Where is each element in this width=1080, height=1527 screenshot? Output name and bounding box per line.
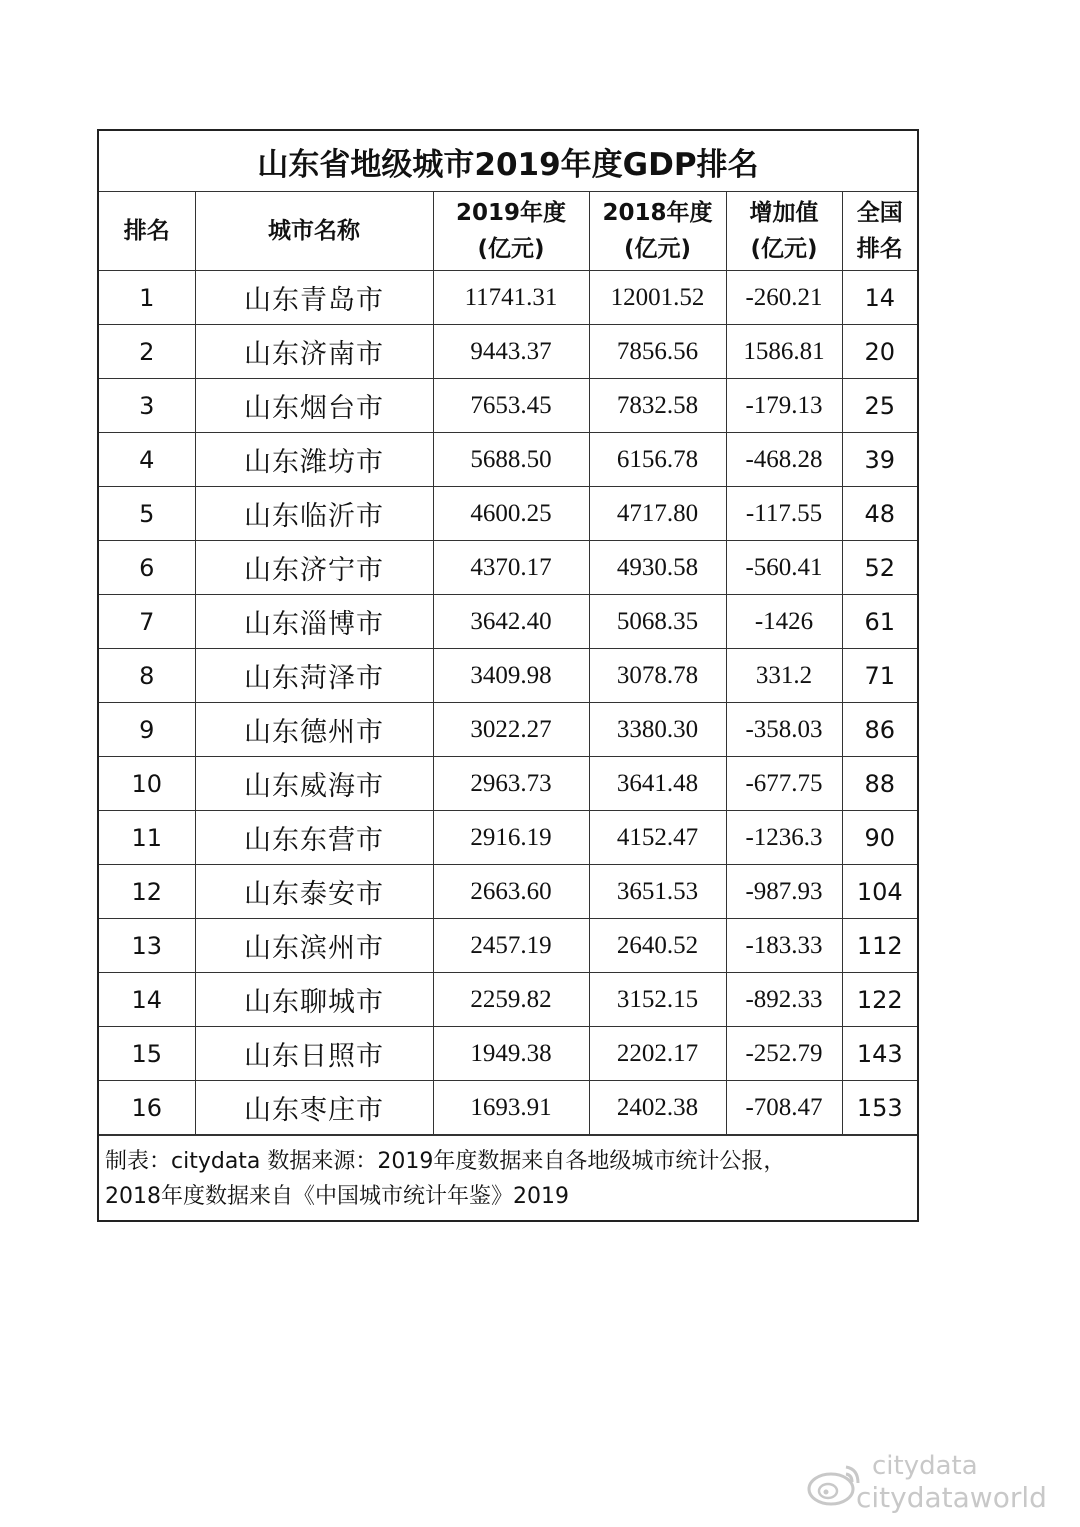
cell-increase: -560.41 bbox=[726, 541, 842, 595]
header-gdp-2018-line2: (亿元) bbox=[623, 236, 692, 262]
cell-gdp-2019: 4370.17 bbox=[433, 541, 589, 595]
cell-city: 山东淄博市 bbox=[195, 595, 433, 649]
cell-national-rank: 39 bbox=[842, 433, 917, 487]
cell-gdp-2018: 3380.30 bbox=[589, 703, 726, 757]
cell-national-rank: 104 bbox=[842, 865, 917, 919]
table-row bbox=[99, 1081, 917, 1135]
table-footnote bbox=[99, 1135, 917, 1220]
cell-gdp-2018: 12001.52 bbox=[589, 271, 726, 325]
header-rank: 排名 bbox=[99, 192, 195, 271]
watermark bbox=[806, 1449, 1066, 1519]
table-row bbox=[99, 433, 917, 487]
cell-increase: -252.79 bbox=[726, 1027, 842, 1081]
table-row bbox=[99, 757, 917, 811]
cell-national-rank: 88 bbox=[842, 757, 917, 811]
cell-rank: 16 bbox=[99, 1081, 195, 1135]
cell-rank: 4 bbox=[99, 433, 195, 487]
cell-rank: 6 bbox=[99, 541, 195, 595]
cell-city: 山东德州市 bbox=[195, 703, 433, 757]
cell-national-rank: 14 bbox=[842, 271, 917, 325]
cell-gdp-2019: 1949.38 bbox=[433, 1027, 589, 1081]
table-row bbox=[99, 379, 917, 433]
cell-national-rank: 52 bbox=[842, 541, 917, 595]
cell-city: 山东聊城市 bbox=[195, 973, 433, 1027]
cell-increase: -1426 bbox=[726, 595, 842, 649]
table-row bbox=[99, 1027, 917, 1081]
cell-national-rank: 86 bbox=[842, 703, 917, 757]
table-title: 山东省地级城市2019年度GDP排名 bbox=[99, 131, 917, 192]
cell-gdp-2019: 5688.50 bbox=[433, 433, 589, 487]
cell-gdp-2018: 3152.15 bbox=[589, 973, 726, 1027]
footnote-line1: 制表：citydata 数据来源：2019年度数据来自各地级城市统计公报， bbox=[105, 1149, 786, 1174]
table-header-row bbox=[99, 192, 917, 271]
cell-national-rank: 71 bbox=[842, 649, 917, 703]
cell-rank: 7 bbox=[99, 595, 195, 649]
cell-gdp-2019: 3642.40 bbox=[433, 595, 589, 649]
cell-increase: -179.13 bbox=[726, 379, 842, 433]
table-row bbox=[99, 649, 917, 703]
cell-national-rank: 48 bbox=[842, 487, 917, 541]
gdp-table-sheet bbox=[97, 129, 919, 1222]
cell-national-rank: 143 bbox=[842, 1027, 917, 1081]
cell-increase: -260.21 bbox=[726, 271, 842, 325]
cell-city: 山东日照市 bbox=[195, 1027, 433, 1081]
table-row bbox=[99, 541, 917, 595]
watermark-handle: citydataworld bbox=[856, 1481, 1047, 1514]
header-gdp-2018 bbox=[589, 192, 726, 271]
cell-increase: -677.75 bbox=[726, 757, 842, 811]
cell-rank: 11 bbox=[99, 811, 195, 865]
cell-rank: 10 bbox=[99, 757, 195, 811]
cell-gdp-2018: 3651.53 bbox=[589, 865, 726, 919]
cell-gdp-2018: 4152.47 bbox=[589, 811, 726, 865]
cell-gdp-2018: 2202.17 bbox=[589, 1027, 726, 1081]
cell-city: 山东济宁市 bbox=[195, 541, 433, 595]
cell-increase: 1586.81 bbox=[726, 325, 842, 379]
table-row bbox=[99, 811, 917, 865]
cell-city: 山东青岛市 bbox=[195, 271, 433, 325]
cell-national-rank: 112 bbox=[842, 919, 917, 973]
table-body bbox=[99, 271, 917, 1135]
cell-gdp-2019: 2963.73 bbox=[433, 757, 589, 811]
cell-increase: -358.03 bbox=[726, 703, 842, 757]
cell-increase: -892.33 bbox=[726, 973, 842, 1027]
cell-rank: 2 bbox=[99, 325, 195, 379]
table-row bbox=[99, 865, 917, 919]
cell-increase: -183.33 bbox=[726, 919, 842, 973]
cell-city: 山东烟台市 bbox=[195, 379, 433, 433]
header-gdp-2019-line2: (亿元) bbox=[477, 236, 545, 262]
cell-rank: 15 bbox=[99, 1027, 195, 1081]
watermark-account: citydata bbox=[872, 1451, 978, 1481]
cell-gdp-2018: 7832.58 bbox=[589, 379, 726, 433]
cell-gdp-2018: 3641.48 bbox=[589, 757, 726, 811]
table-row bbox=[99, 595, 917, 649]
cell-increase: -1236.3 bbox=[726, 811, 842, 865]
cell-rank: 8 bbox=[99, 649, 195, 703]
cell-increase: -117.55 bbox=[726, 487, 842, 541]
cell-national-rank: 122 bbox=[842, 973, 917, 1027]
table-row bbox=[99, 973, 917, 1027]
footnote-line2: 2018年度数据来自《中国城市统计年鉴》2019 bbox=[105, 1184, 569, 1209]
cell-rank: 1 bbox=[99, 271, 195, 325]
cell-rank: 5 bbox=[99, 487, 195, 541]
cell-gdp-2019: 3022.27 bbox=[433, 703, 589, 757]
cell-city: 山东枣庄市 bbox=[195, 1081, 433, 1135]
cell-gdp-2018: 4930.58 bbox=[589, 541, 726, 595]
cell-gdp-2019: 3409.98 bbox=[433, 649, 589, 703]
header-gdp-2019 bbox=[433, 192, 589, 271]
table-title-row bbox=[99, 131, 917, 192]
cell-gdp-2019: 11741.31 bbox=[433, 271, 589, 325]
cell-gdp-2018: 6156.78 bbox=[589, 433, 726, 487]
cell-rank: 14 bbox=[99, 973, 195, 1027]
table-row bbox=[99, 919, 917, 973]
cell-national-rank: 90 bbox=[842, 811, 917, 865]
header-national-line1: 全国 bbox=[856, 200, 903, 226]
table-row bbox=[99, 325, 917, 379]
cell-gdp-2019: 4600.25 bbox=[433, 487, 589, 541]
cell-gdp-2018: 2640.52 bbox=[589, 919, 726, 973]
cell-gdp-2019: 9443.37 bbox=[433, 325, 589, 379]
cell-gdp-2018: 5068.35 bbox=[589, 595, 726, 649]
cell-gdp-2019: 2663.60 bbox=[433, 865, 589, 919]
header-increase-line2: (亿元) bbox=[750, 236, 818, 262]
cell-gdp-2018: 3078.78 bbox=[589, 649, 726, 703]
cell-gdp-2018: 4717.80 bbox=[589, 487, 726, 541]
cell-city: 山东济南市 bbox=[195, 325, 433, 379]
cell-city: 山东临沂市 bbox=[195, 487, 433, 541]
header-national-rank bbox=[842, 192, 917, 271]
header-gdp-2019-line1: 2019年度 bbox=[455, 200, 566, 226]
cell-city: 山东菏泽市 bbox=[195, 649, 433, 703]
cell-national-rank: 61 bbox=[842, 595, 917, 649]
cell-increase: -987.93 bbox=[726, 865, 842, 919]
cell-increase: 331.2 bbox=[726, 649, 842, 703]
cell-gdp-2019: 7653.45 bbox=[433, 379, 589, 433]
cell-city: 山东威海市 bbox=[195, 757, 433, 811]
cell-city: 山东滨州市 bbox=[195, 919, 433, 973]
cell-gdp-2019: 2259.82 bbox=[433, 973, 589, 1027]
gdp-ranking-table bbox=[99, 131, 917, 1135]
header-national-line2: 排名 bbox=[856, 236, 903, 262]
header-gdp-2018-line1: 2018年度 bbox=[602, 200, 713, 226]
cell-increase: -468.28 bbox=[726, 433, 842, 487]
cell-gdp-2019: 1693.91 bbox=[433, 1081, 589, 1135]
header-increase bbox=[726, 192, 842, 271]
cell-city: 山东潍坊市 bbox=[195, 433, 433, 487]
cell-city: 山东泰安市 bbox=[195, 865, 433, 919]
cell-gdp-2018: 7856.56 bbox=[589, 325, 726, 379]
cell-rank: 9 bbox=[99, 703, 195, 757]
cell-increase: -708.47 bbox=[726, 1081, 842, 1135]
table-row bbox=[99, 487, 917, 541]
cell-gdp-2019: 2457.19 bbox=[433, 919, 589, 973]
cell-national-rank: 25 bbox=[842, 379, 917, 433]
cell-gdp-2019: 2916.19 bbox=[433, 811, 589, 865]
header-increase-line1: 增加值 bbox=[749, 200, 819, 226]
header-city: 城市名称 bbox=[195, 192, 433, 271]
cell-national-rank: 153 bbox=[842, 1081, 917, 1135]
cell-rank: 12 bbox=[99, 865, 195, 919]
cell-rank: 3 bbox=[99, 379, 195, 433]
table-row bbox=[99, 271, 917, 325]
cell-rank: 13 bbox=[99, 919, 195, 973]
cell-city: 山东东营市 bbox=[195, 811, 433, 865]
cell-national-rank: 20 bbox=[842, 325, 917, 379]
table-row bbox=[99, 703, 917, 757]
cell-gdp-2018: 2402.38 bbox=[589, 1081, 726, 1135]
